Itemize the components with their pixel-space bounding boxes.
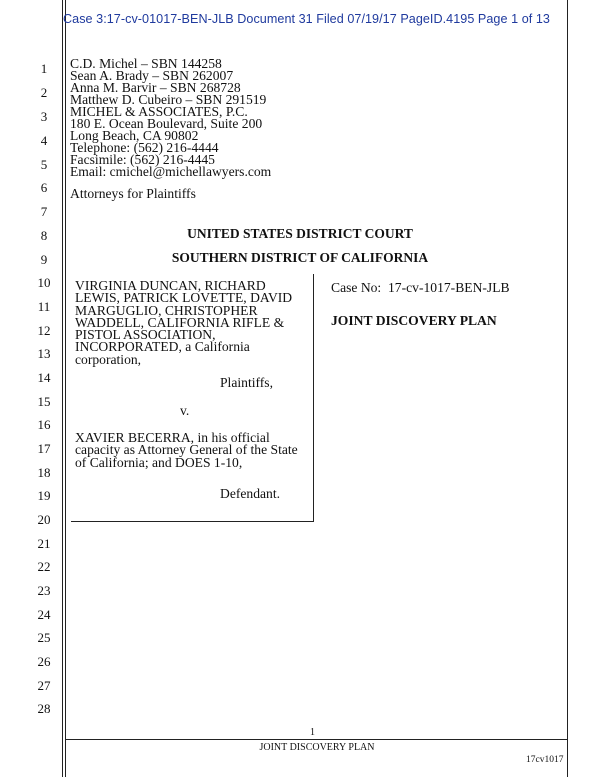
line-number: 5 — [40, 157, 48, 172]
caption-bottom-rule — [71, 521, 314, 522]
plaintiffs-label: Plaintiffs, — [220, 375, 273, 390]
case-number: Case No: 17-cv-1017-BEN-JLB — [331, 280, 510, 295]
line-number: 4 — [40, 133, 48, 148]
plaintiff-line: INCORPORATED, a California — [75, 339, 250, 355]
footer-rule — [66, 739, 568, 740]
plaintiff-line: WADDELL, CALIFORNIA RIFLE & — [75, 314, 285, 330]
attorney-line: Anna M. Barvir – SBN 268728 — [70, 80, 241, 95]
plaintiff-line: VIRGINIA DUNCAN, RICHARD — [75, 278, 266, 293]
line-number: 28 — [37, 701, 51, 716]
line-number: 24 — [37, 607, 51, 622]
line-number: 27 — [37, 678, 51, 693]
margin-rule-2 — [65, 0, 66, 777]
line-number: 7 — [40, 204, 48, 219]
line-number: 3 — [40, 109, 48, 124]
line-number: 26 — [37, 654, 51, 669]
line-number: 21 — [37, 536, 51, 551]
line-number: 2 — [40, 85, 48, 100]
court-name: UNITED STATES DISTRICT COURT — [187, 226, 413, 241]
attorney-line: Facsimile: (562) 216-4445 — [70, 152, 215, 167]
footer-case-ref: 17cv1017 — [526, 755, 564, 765]
plaintiff-line: LEWIS, PATRICK LOVETTE, DAVID — [75, 290, 293, 306]
line-number: 9 — [40, 252, 48, 267]
plaintiffs-names — [75, 280, 292, 366]
attorney-line: MICHEL & ASSOCIATES, P.C. — [70, 104, 248, 119]
defendant-names — [75, 432, 298, 469]
line-number: 17 — [37, 441, 51, 456]
page-number: 1 — [310, 727, 315, 738]
line-number: 25 — [37, 630, 51, 645]
margin-rule-1 — [62, 0, 63, 777]
attorney-line: Email: cmichel@michellawyers.com — [70, 164, 272, 179]
line-number: 14 — [37, 370, 51, 385]
defendant-label: Defendant. — [220, 486, 281, 501]
attorney-line: 180 E. Ocean Boulevard, Suite 200 — [70, 116, 263, 131]
line-number: 10 — [37, 275, 51, 290]
ecf-header: Case 3:17-cv-01017-BEN-JLB Document 31 Filed 07/19/17 PageID.4195 Page 1 of 13 — [63, 12, 550, 26]
versus: v. — [180, 403, 190, 418]
defendant-line: of California; and DOES 1-10, — [75, 454, 243, 470]
line-number: 13 — [37, 346, 51, 361]
line-number: 8 — [40, 228, 48, 243]
line-number: 16 — [37, 417, 51, 432]
attorney-block — [70, 58, 271, 178]
attorneys-for: Attorneys for Plaintiffs — [70, 186, 196, 201]
attorney-line: C.D. Michel – SBN 144258 — [70, 56, 222, 71]
line-number: 1 — [40, 61, 48, 76]
line-number: 6 — [40, 180, 48, 195]
caption-right-rule — [313, 274, 314, 522]
line-number: 12 — [37, 323, 51, 338]
line-number: 11 — [37, 299, 51, 314]
attorney-line: Telephone: (562) 216-4444 — [70, 140, 219, 155]
line-number: 15 — [37, 394, 51, 409]
line-number: 18 — [37, 465, 51, 480]
court-district: SOUTHERN DISTRICT OF CALIFORNIA — [171, 250, 429, 265]
plaintiff-line: corporation, — [75, 351, 142, 367]
attorney-line: Long Beach, CA 90802 — [70, 128, 199, 143]
attorney-line: Sean A. Brady – SBN 262007 — [70, 68, 234, 83]
defendant-line: capacity as Attorney General of the State — [75, 442, 298, 458]
right-margin-rule — [567, 0, 568, 777]
attorney-line: Matthew D. Cubeiro – SBN 291519 — [70, 92, 267, 107]
plaintiff-line: PISTOL ASSOCIATION, — [75, 327, 216, 343]
line-number: 22 — [37, 559, 51, 574]
line-number: 20 — [37, 512, 51, 527]
document-title: JOINT DISCOVERY PLAN — [331, 313, 497, 328]
footer-title: JOINT DISCOVERY PLAN — [259, 742, 375, 753]
plaintiff-line: MARGUGLIO, CHRISTOPHER — [75, 302, 258, 318]
line-number: 23 — [37, 583, 51, 598]
defendant-line: XAVIER BECERRA, in his official — [75, 430, 270, 445]
line-number: 19 — [37, 488, 51, 503]
